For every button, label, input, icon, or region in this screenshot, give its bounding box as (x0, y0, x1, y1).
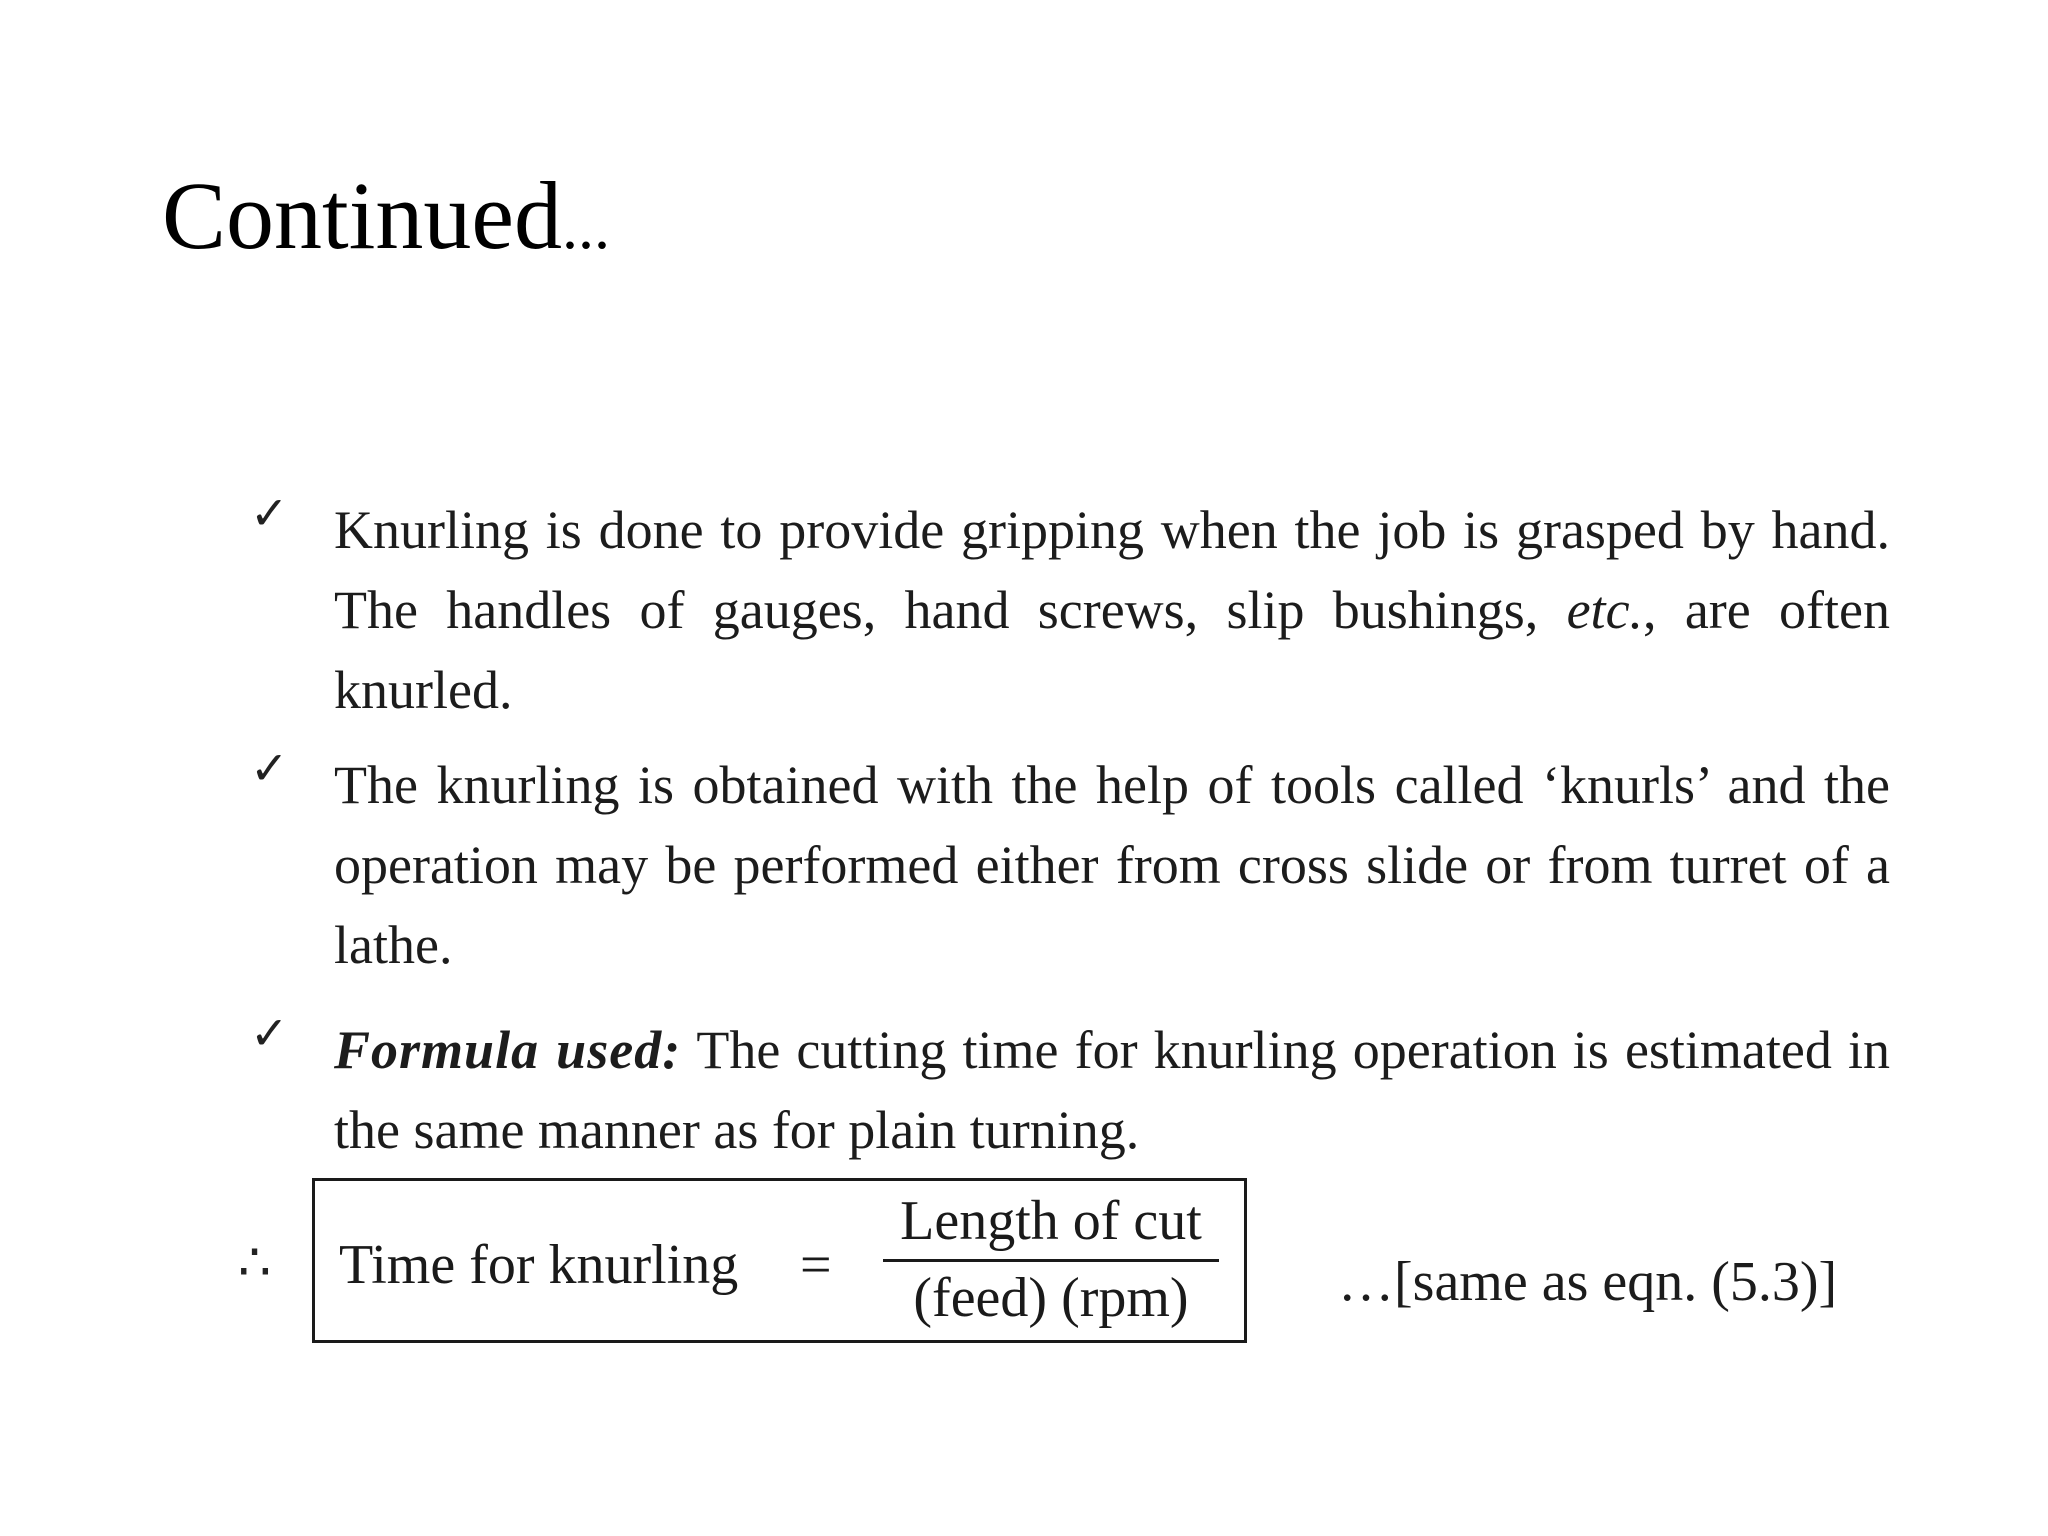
formula-denominator: (feed) (rpm) (913, 1267, 1189, 1329)
formula-numerator: Length of cut (900, 1190, 1202, 1252)
formula-lhs: Time for knurling (339, 1234, 739, 1296)
checkmark-icon: ✓ (250, 741, 289, 795)
bullet-text: The knurling is obtained with the help of tools called ‘knurls’ and the operation may be performed either from cross slide or from turret of a lathe. (334, 755, 1890, 975)
bullet-text-italic: etc. (1566, 580, 1644, 640)
equation-reference: …[same as eqn. (5.3)] (1338, 1251, 1838, 1313)
formula-box (312, 1178, 1247, 1343)
slide-title-text: Continued (162, 162, 562, 269)
slide-title (162, 162, 610, 269)
checkmark-icon: ✓ (250, 1006, 289, 1060)
fraction-bar (883, 1259, 1219, 1262)
slide-title-ellipsis: ... (561, 191, 610, 262)
bullet-text (334, 1010, 1890, 1170)
formula-equals: = (800, 1234, 832, 1296)
bullet-text-part: , are often knurled. (334, 580, 1890, 720)
bullet-text-part: The cutting time for knurling operation is estimated in the same manner as for plain turning. (334, 1020, 1890, 1160)
checkmark-icon: ✓ (250, 486, 289, 540)
formula-fraction (883, 1189, 1219, 1330)
therefore-symbol: ∴ (238, 1235, 272, 1292)
bullet-text-part: Knurling is done to provide gripping when the job is grasped by hand. The handles of gauges, hand screws, slip bushings, (334, 500, 1890, 640)
bullet-text (334, 490, 1890, 730)
formula-used-label: Formula used: (334, 1020, 682, 1080)
